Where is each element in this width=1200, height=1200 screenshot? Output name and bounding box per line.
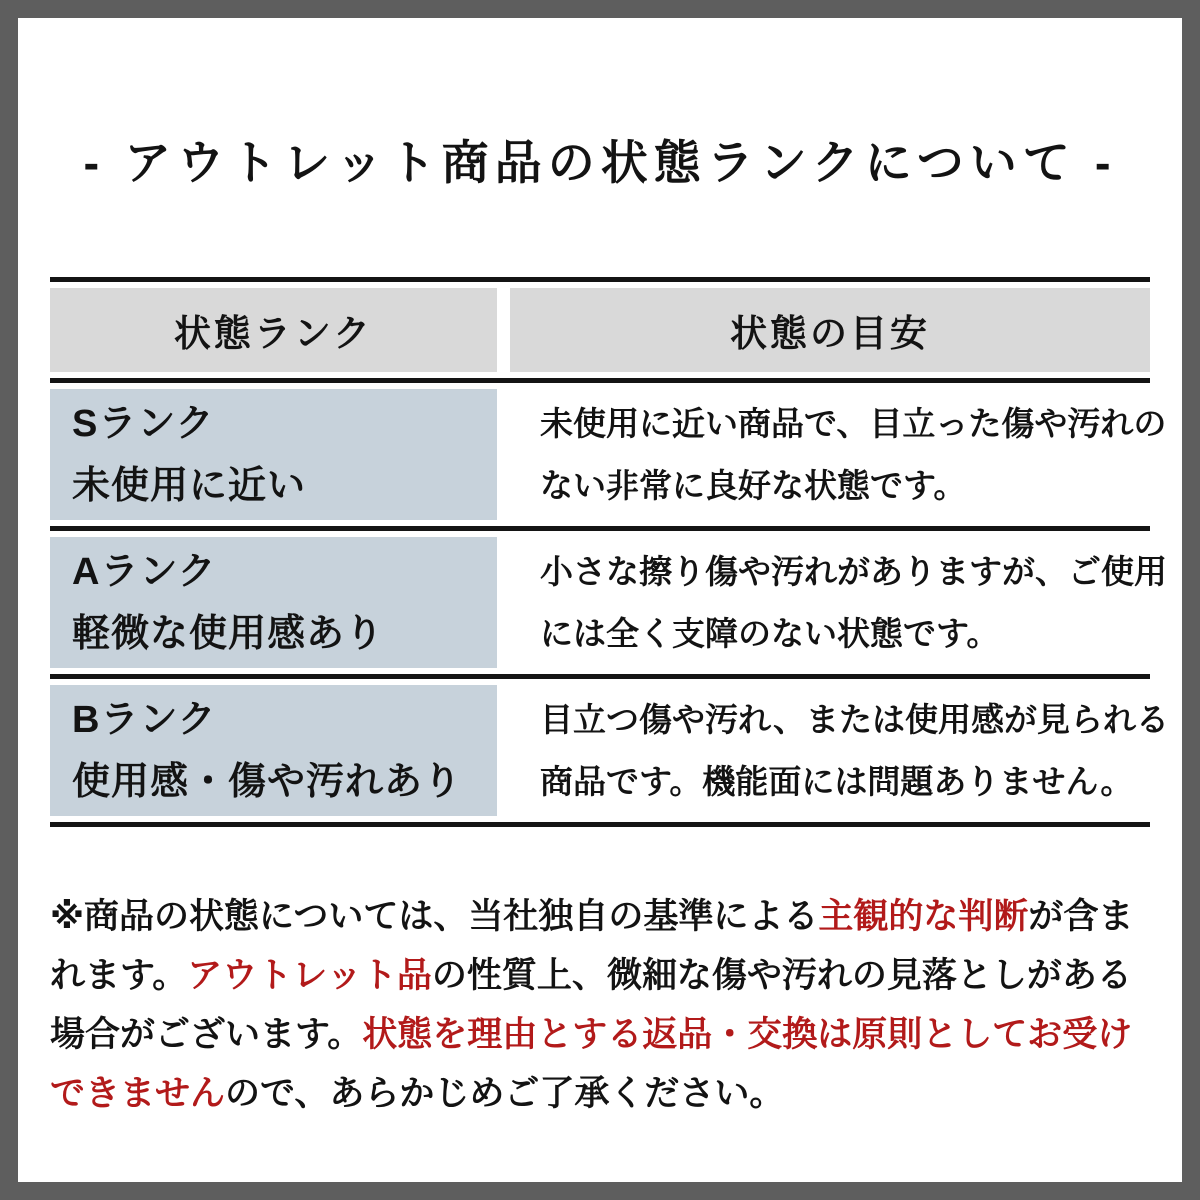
header-cell-guide: 状態の目安 xyxy=(510,288,1150,372)
note-text: 場合がございます。 xyxy=(50,1015,363,1054)
desc-line: 商品です。機能面には問題ありません。 xyxy=(540,762,1134,800)
note-line xyxy=(50,887,1150,946)
table-rule xyxy=(50,526,1150,531)
note-text: が含ま xyxy=(1028,897,1134,936)
condition-disclaimer-note xyxy=(50,887,1150,1123)
table-rule xyxy=(50,674,1150,679)
desc-line: 未使用に近い商品で、目立った傷や汚れの xyxy=(540,404,1167,442)
table-row-s-rank xyxy=(50,389,1167,520)
table-row-b-rank xyxy=(50,685,1169,816)
rank-sublabel: 使用感・傷や汚れあり xyxy=(72,760,463,803)
table-header-row xyxy=(50,288,1150,372)
desc-cell-s xyxy=(510,389,1167,520)
desc-cell-a xyxy=(510,537,1167,668)
note-text: ※商品の状態については、当社独自の基準による xyxy=(50,897,819,936)
note-line xyxy=(50,1064,1150,1123)
table-rule-top xyxy=(50,277,1150,282)
note-line xyxy=(50,1005,1150,1064)
note-highlight-red: 状態を理由とする返品・交換は原則としてお受け xyxy=(362,1015,1133,1054)
desc-cell-b xyxy=(510,685,1169,816)
rank-cell-b xyxy=(50,685,497,816)
note-text: れます。 xyxy=(50,956,188,995)
condition-rank-table xyxy=(50,277,1169,827)
table-rule xyxy=(50,378,1150,383)
header-cell-rank: 状態ランク xyxy=(50,288,497,372)
note-highlight-red: できません xyxy=(50,1074,226,1113)
desc-line: 目立つ傷や汚れ、または使用感が見られる xyxy=(540,700,1169,738)
desc-line: ない非常に良好な状態です。 xyxy=(540,466,967,504)
desc-line: 小さな擦り傷や汚れがありますが、ご使用 xyxy=(540,552,1167,590)
rank-label: Bランク xyxy=(72,698,217,741)
note-highlight-red: アウトレット品 xyxy=(187,956,432,995)
table-rule-bottom xyxy=(50,822,1150,827)
rank-sublabel: 軽微な使用感あり xyxy=(72,612,385,655)
rank-cell-s xyxy=(50,389,497,520)
note-highlight-red: 主観的な判断 xyxy=(818,897,1029,936)
rank-cell-a xyxy=(50,537,497,668)
rank-sublabel: 未使用に近い xyxy=(72,464,307,507)
note-line xyxy=(50,946,1150,1005)
note-text: ので、あらかじめご了承ください。 xyxy=(225,1074,785,1113)
rank-label: Sランク xyxy=(72,402,215,445)
table-row-a-rank xyxy=(50,537,1167,668)
desc-line: には全く支障のない状態です。 xyxy=(540,614,1000,652)
page-title: - アウトレット商品の状態ランクについて - xyxy=(83,136,1117,189)
note-text: の性質上、微細な傷や汚れの見落としがある xyxy=(431,956,1132,995)
rank-label: Aランク xyxy=(72,550,217,593)
notice-card xyxy=(18,18,1182,1182)
